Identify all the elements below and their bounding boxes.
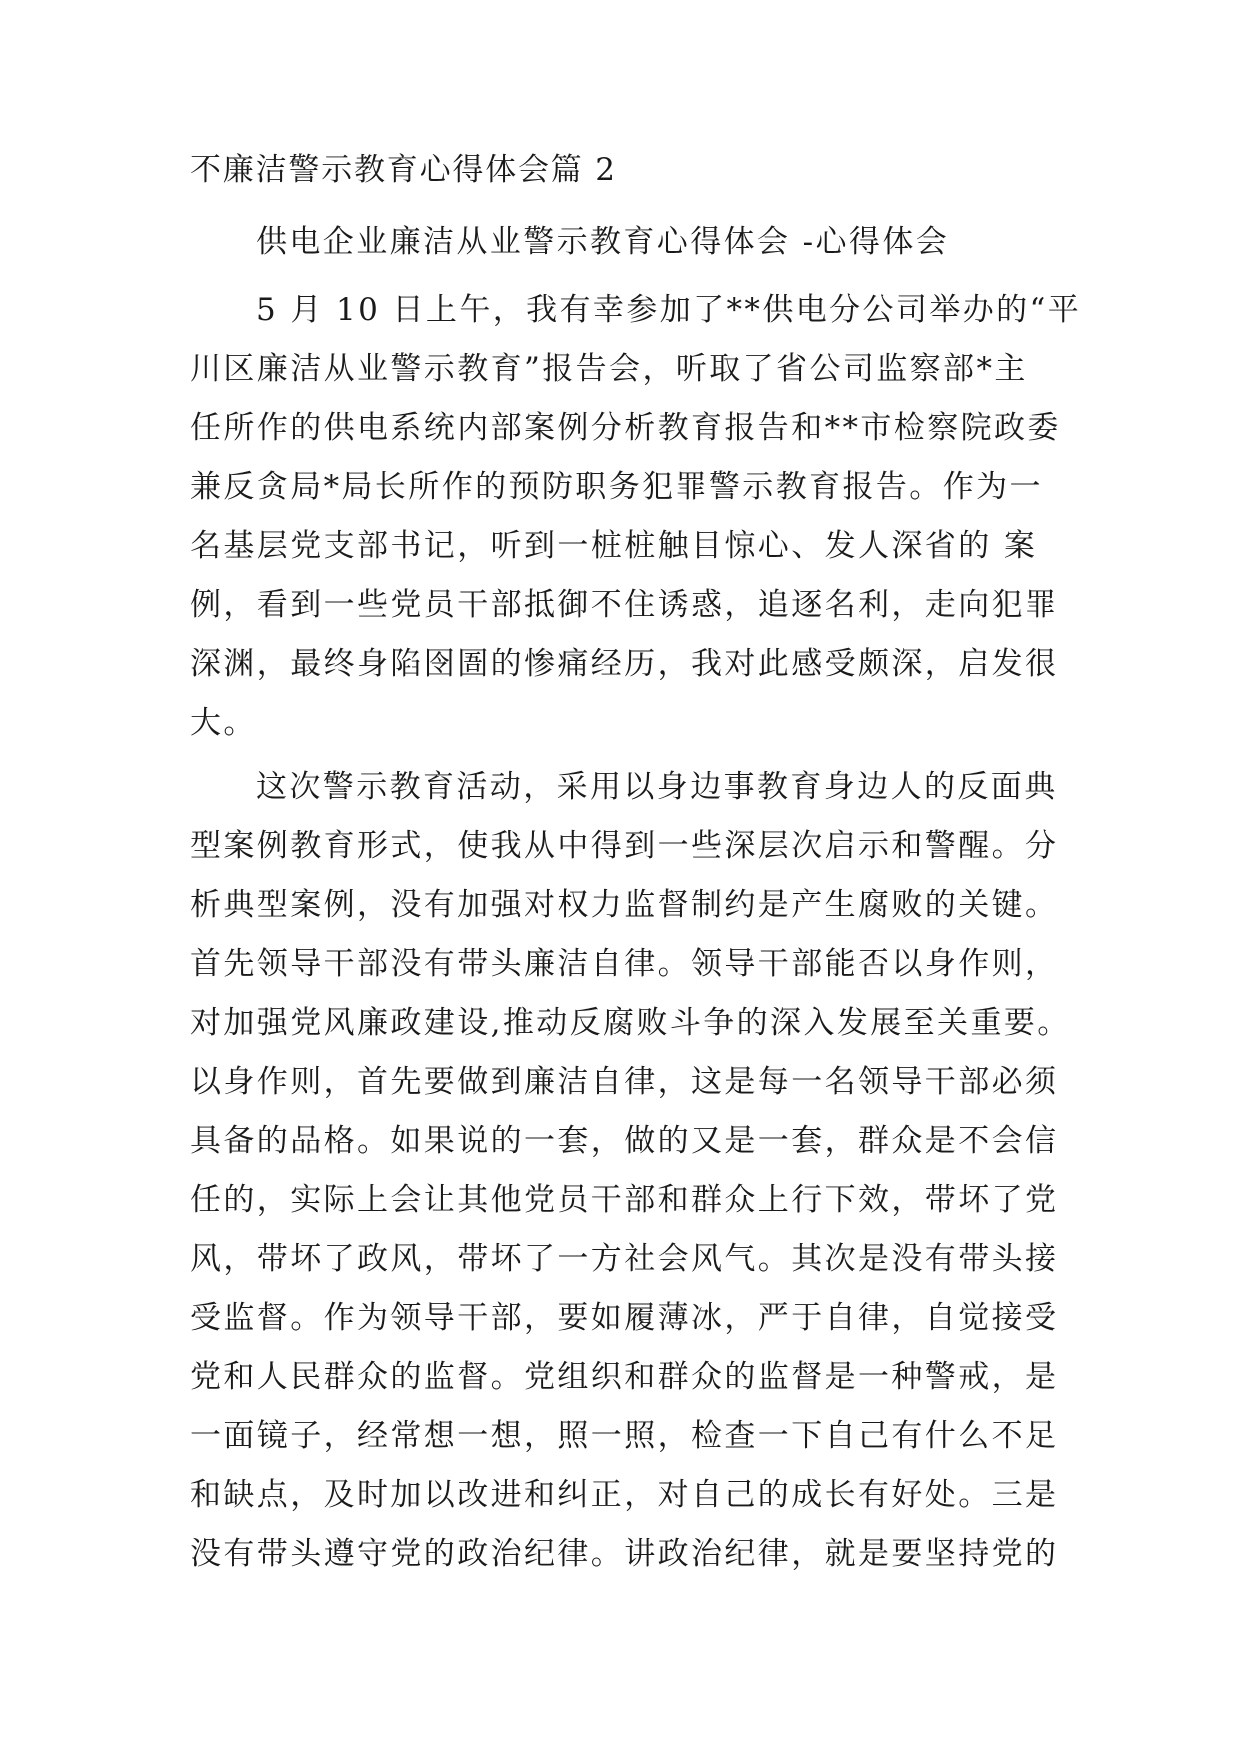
text-line: 深渊，最终身陷囹圄的惨痛经历，我对此感受颇深，启发很: [190, 646, 1059, 682]
text-line: 受监督。作为领导干部，要如履薄冰，严于自律，自觉接受: [190, 1300, 1059, 1336]
text-line: 任的，实际上会让其他党员干部和群众上行下效，带坏了党: [190, 1182, 1059, 1218]
text-line: 对加强党风廉政建设,推动反腐败斗争的深入发展至关重要。: [190, 1005, 1071, 1041]
text-line: 党和人民群众的监督。党组织和群众的监督是一种警戒，是: [190, 1359, 1059, 1395]
text-line: 和缺点，及时加以改进和纠正，对自己的成长有好处。三是: [190, 1477, 1059, 1513]
document-heading: 不廉洁警示教育心得体会篇 2: [190, 152, 617, 188]
text-line: 首先领导干部没有带头廉洁自律。领导干部能否以身作则，: [190, 946, 1059, 982]
text-line: 兼反贪局*局长所作的预防职务犯罪警示教育报告。作为一: [190, 469, 1043, 505]
text-line: 具备的品格。如果说的一套，做的又是一套，群众是不会信: [190, 1123, 1059, 1159]
text-line: 风，带坏了政风，带坏了一方社会风气。其次是没有带头接: [190, 1241, 1059, 1277]
text-line: 以身作则，首先要做到廉洁自律，这是每一名领导干部必须: [190, 1064, 1059, 1100]
text-line: 型案例教育形式，使我从中得到一些深层次启示和警醒。分: [190, 828, 1059, 864]
text-line: 5 月 10 日上午，我有幸参加了**供电分公司举办的“平: [256, 292, 1082, 328]
text-line: 这次警示教育活动，采用以身边事教育身边人的反面典: [256, 769, 1058, 805]
text-line: 大。: [190, 705, 257, 741]
text-line: 没有带头遵守党的政治纪律。讲政治纪律，就是要坚持党的: [190, 1536, 1059, 1572]
text-line: 析典型案例，没有加强对权力监督制约是产生腐败的关键。: [190, 887, 1059, 923]
text-line: 川区廉洁从业警示教育”报告会，听取了省公司监察部*主: [190, 351, 1028, 387]
text-line: 任所作的供电系统内部案例分析教育报告和**市检察院政委: [190, 410, 1061, 446]
text-line: 一面镜子，经常想一想，照一照，检查一下自己有什么不足: [190, 1418, 1059, 1454]
text-line: 例，看到一些党员干部抵御不住诱惑，追逐名利，走向犯罪: [190, 587, 1059, 623]
document-subtitle: 供电企业廉洁从业警示教育心得体会 -心得体会: [256, 224, 950, 260]
text-line: 名基层党支部书记，听到一桩桩触目惊心、发人深省的 案: [190, 528, 1038, 564]
